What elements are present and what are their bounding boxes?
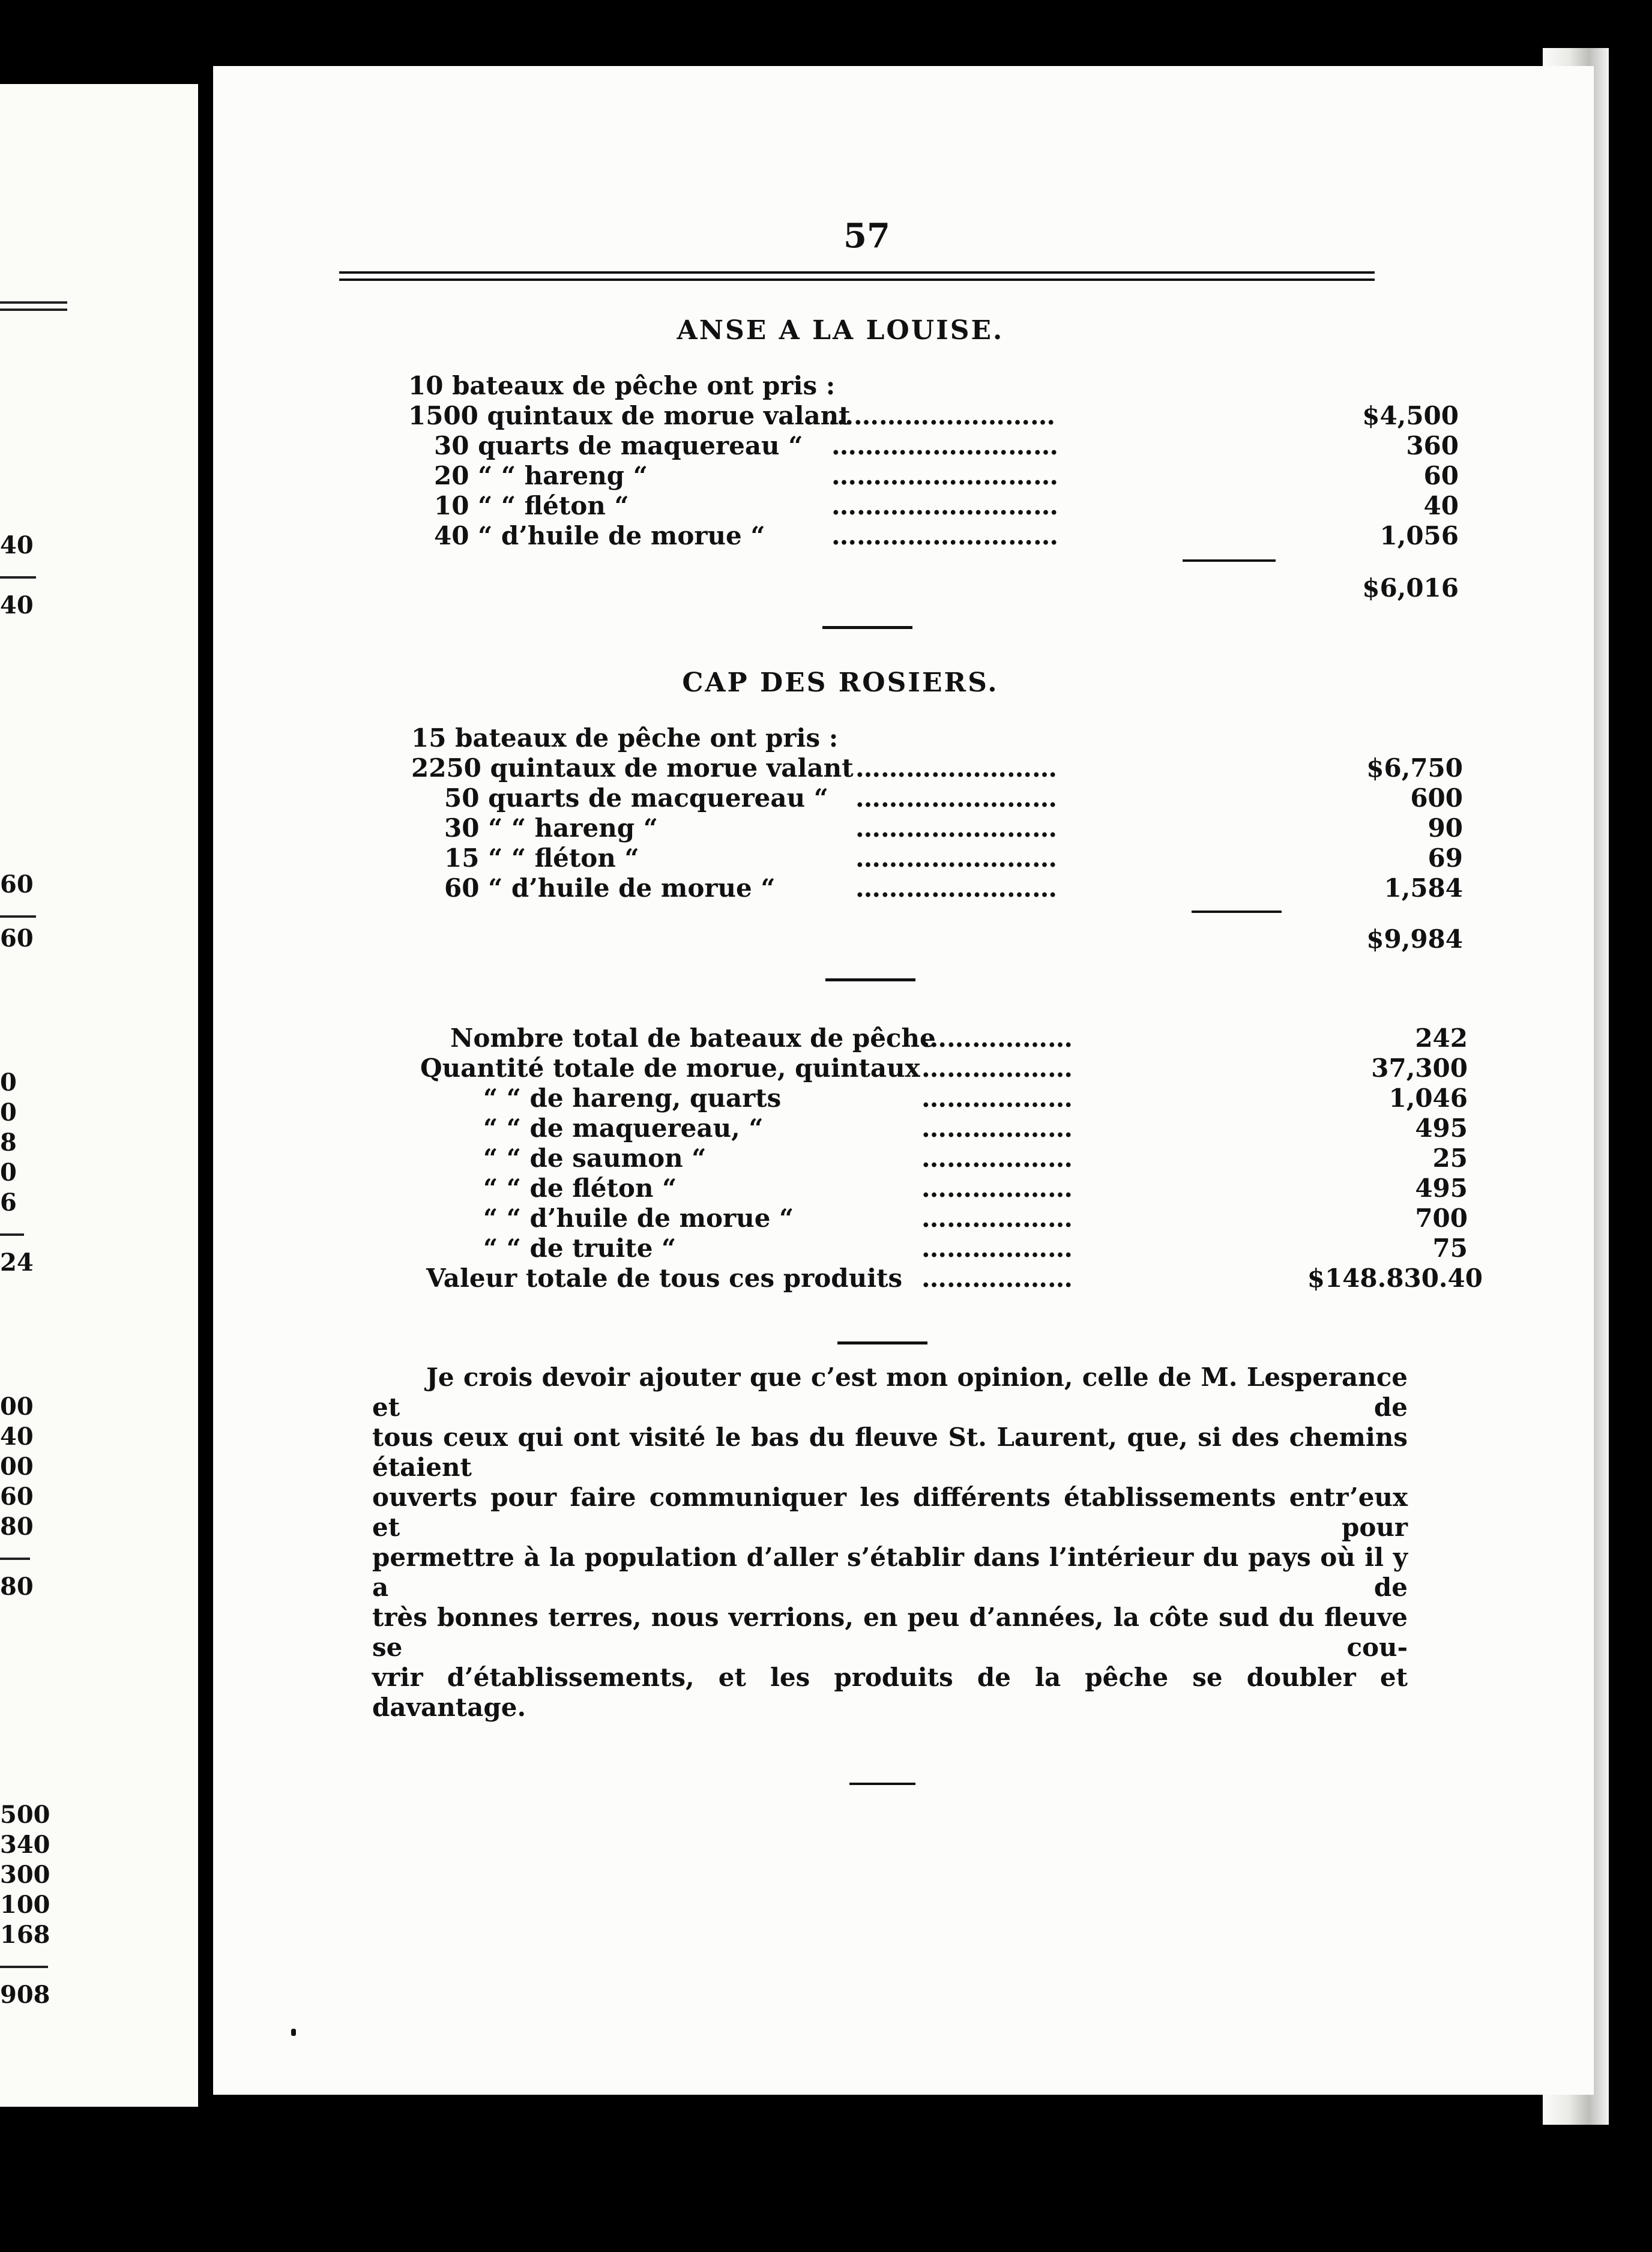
left-page-rule [0,1966,48,1968]
section-row-label: 10 “ “ fléton “ [434,491,629,520]
left-page-number: 100 [0,1891,50,1919]
left-page-rule [0,309,67,311]
dot-leader: ……………… [921,1173,1073,1203]
section-row-amount: 600 [1410,783,1463,813]
section-row-amount: 69 [1427,843,1463,873]
dot-leader: ……………… [921,1263,1073,1293]
page-number: 57 [843,216,890,256]
left-page-number: 00 [0,1392,34,1421]
left-page-number: 6 [0,1188,17,1217]
closing-paragraph [372,1362,1408,1723]
end-rule [849,1783,915,1785]
paragraph-line: permettre à la population d’aller s’établir dans l’intérieur du pays où il y a de [372,1543,1408,1602]
dot-leader: ……………………… [831,521,1058,550]
summary-row-label: Quantité totale de morue, quintaux [420,1053,920,1083]
dot-leader: …………………… [855,813,1057,843]
section-row-amount: 360 [1406,431,1459,460]
dot-leader: ……………… [921,1143,1073,1173]
left-page-number: 80 [0,1573,34,1601]
summary-row-label: Nombre total de bateaux de pêche [450,1023,936,1053]
section-row-label: 60 “ d’huile de morue “ [444,873,776,903]
paragraph-line: vrir d’établissements, et les produits de la pêche se doubler et davantage. [372,1663,1408,1722]
dot-leader: ……………………… [828,401,1055,430]
summary-row-label: “ “ de truite “ [483,1233,677,1263]
left-page-rule [0,915,36,918]
left-page-number: 168 [0,1921,50,1949]
left-page-number: 40 [0,531,34,559]
left-page-rule [0,576,36,579]
section-row-label: 2250 quintaux de morue valant [411,753,854,783]
section-intro: 10 bateaux de pêche ont pris : [408,371,836,400]
header-double-rule [339,271,1375,281]
left-page-number: 908 [0,1981,50,2009]
left-page-number: 24 [0,1248,34,1277]
dot-leader: ……………………… [831,431,1058,460]
dot-leader: ……………… [921,1083,1073,1113]
paragraph-line: ouverts pour faire communiquer les différents établissements entr’eux et pour [372,1483,1408,1542]
summary-row-amount: 700 [1415,1203,1468,1233]
left-page-number: 40 [0,1423,34,1451]
section-row-label: 30 quarts de maquereau “ [434,431,803,460]
left-page-number: 8 [0,1128,17,1157]
sum-rule [1183,559,1276,562]
summary-row-amount: 495 [1415,1173,1468,1203]
document-page [213,66,1594,2095]
left-page-rule [0,1558,30,1560]
sum-rule [1192,911,1282,913]
dot-leader: …………………… [855,873,1057,903]
section-row-label: 40 “ d’huile de morue “ [434,521,765,550]
left-page-number: 60 [0,924,34,953]
left-page-number: 80 [0,1513,34,1541]
left-page-number: 00 [0,1453,34,1481]
left-page-rule [0,301,67,304]
section-row-label: 20 “ “ hareng “ [434,461,648,490]
section-divider [822,626,912,629]
paragraph-line: tous ceux qui ont visité le bas du fleuve St. Laurent, que, si des chemins étaient [372,1423,1408,1482]
section-row-amount: 90 [1427,813,1463,843]
left-page-fragment [0,84,198,2107]
dot-leader: ……………… [921,1023,1073,1053]
section-row-amount: 60 [1423,461,1459,490]
summary-row-label: “ “ de saumon “ [483,1143,707,1173]
summary-row-amount: 1,046 [1388,1083,1468,1113]
dot-leader: ……………………… [831,491,1058,520]
section-row-amount: 40 [1423,491,1459,520]
summary-row-label: “ “ de fléton “ [483,1173,677,1203]
section-row-label: 30 “ “ hareng “ [444,813,658,843]
dot-leader: ……………… [921,1203,1073,1233]
section-row-label: 15 “ “ fléton “ [444,843,639,873]
left-page-number: 0 [0,1068,17,1097]
section-row-amount: $4,500 [1362,401,1459,430]
left-page-number: 40 [0,591,34,619]
dot-leader: …………………… [855,843,1057,873]
paragraph-line: Je crois devoir ajouter que c’est mon opinion, celle de M. Lesperance et de [372,1362,1408,1422]
section-row-amount: $6,750 [1366,753,1463,783]
summary-row-label: “ “ de maquereau, “ [483,1113,764,1143]
left-page-number: 340 [0,1831,50,1859]
section-total: $6,016 [1362,573,1459,603]
summary-row-amount: 37,300 [1371,1053,1468,1083]
section-title: ANSE A LA LOUISE. [677,315,1004,346]
section-row-label: 1500 quintaux de morue valant [408,401,851,430]
summary-row-label: “ “ d’huile de morue “ [483,1203,794,1233]
dot-leader: …………………… [855,753,1057,783]
summary-total-value: $148.830.40 [1307,1263,1483,1293]
dot-leader: ……………… [921,1053,1073,1083]
left-page-number: 0 [0,1098,17,1127]
section-divider [837,1341,927,1344]
section-total: $9,984 [1366,924,1463,954]
summary-row-amount: 25 [1432,1143,1468,1173]
summary-row-amount: 242 [1415,1023,1468,1053]
section-intro: 15 bateaux de pêche ont pris : [411,723,839,753]
dot-leader: ……………………… [831,461,1058,490]
section-title: CAP DES ROSIERS. [682,667,999,698]
left-page-number: 500 [0,1801,50,1829]
left-page-rule [0,1233,24,1236]
summary-row-amount: 495 [1415,1113,1468,1143]
dot-leader: ……………… [921,1233,1073,1263]
summary-row-label: Valeur totale de tous ces produits [426,1263,903,1293]
summary-row-amount: 75 [1432,1233,1468,1263]
paragraph-line: très bonnes terres, nous verrions, en peu d’années, la côte sud du fleuve se cou- [372,1603,1408,1662]
section-row-amount: 1,584 [1384,873,1463,903]
section-row-amount: 1,056 [1379,521,1459,550]
left-page-number: 60 [0,870,34,899]
left-page-number: 60 [0,1483,34,1511]
left-page-number: 0 [0,1158,17,1187]
dot-leader: ……………… [921,1113,1073,1143]
summary-row-label: “ “ de hareng, quarts [483,1083,782,1113]
ink-speck [291,2029,296,2036]
dot-leader: …………………… [855,783,1057,813]
section-row-label: 50 quarts de macquereau “ [444,783,828,813]
left-page-number: 300 [0,1861,50,1889]
section-divider [825,978,915,981]
